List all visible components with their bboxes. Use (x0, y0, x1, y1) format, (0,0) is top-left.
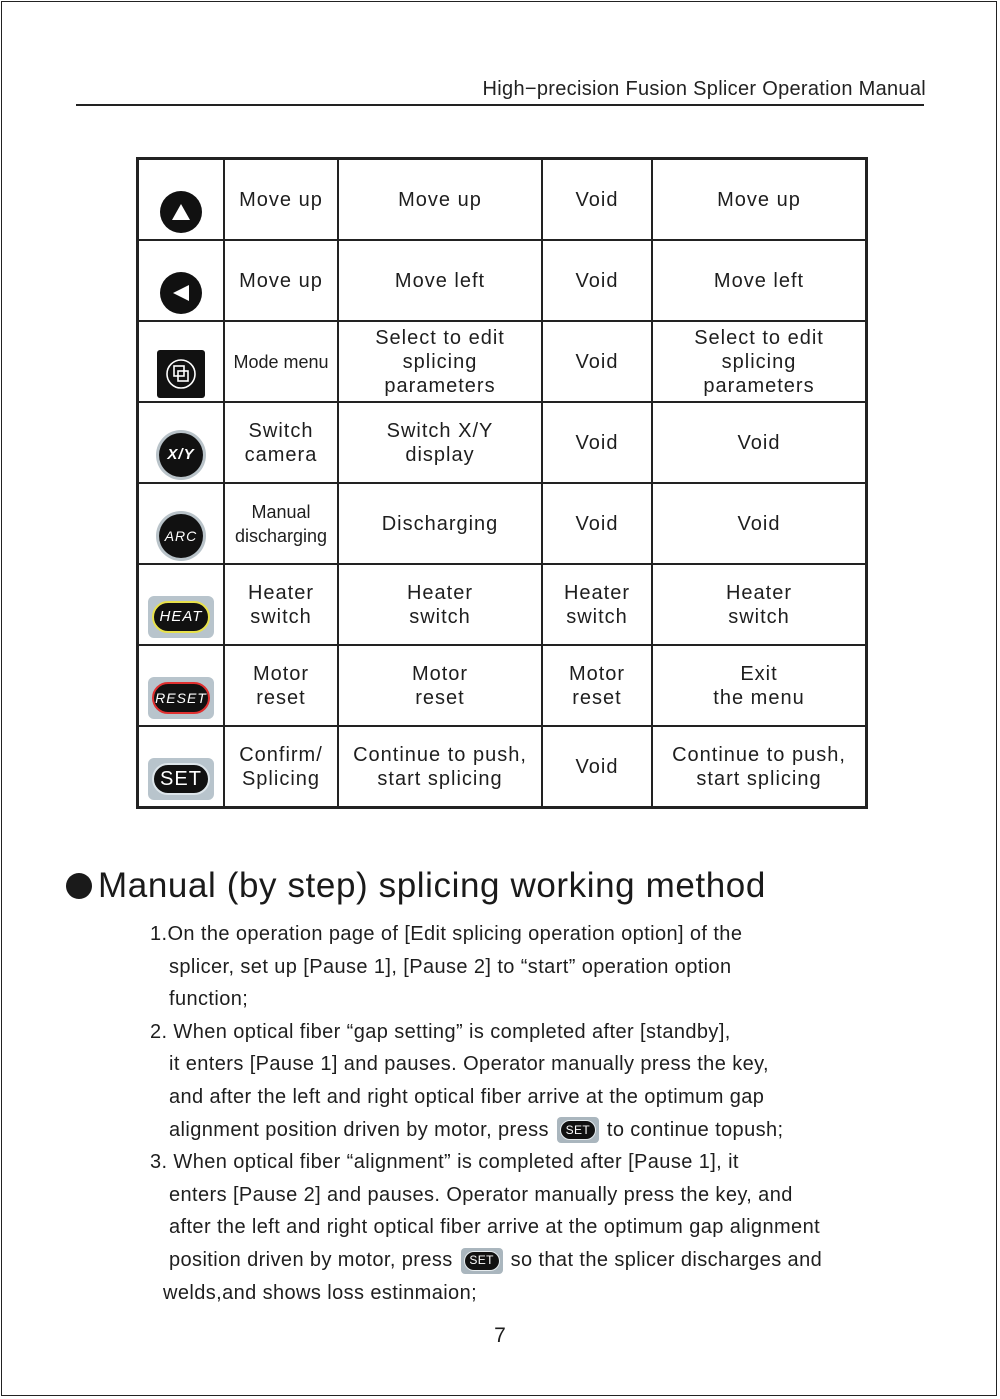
table-row (138, 645, 867, 726)
step-line: 3. When optical fiber “alignment” is completed after [Pause 1], it (150, 1151, 739, 1174)
step-line (150, 1249, 822, 1271)
icon-cell (138, 240, 225, 321)
step-1 (150, 918, 910, 1016)
left-arrow-icon (160, 272, 202, 314)
table-row (138, 321, 867, 402)
table-cell: Void (542, 240, 652, 321)
table-cell: Manual discharging (224, 483, 338, 564)
step-line: 1.On the operation page of [Edit splicing operation option] of the (150, 923, 743, 945)
table-cell: Move left (652, 240, 867, 321)
table-row (138, 564, 867, 645)
icon-cell (138, 645, 225, 726)
set-key-label: SET (464, 1251, 500, 1271)
table-row (138, 240, 867, 321)
table-cell: Switch camera (224, 402, 338, 483)
section-title-text: Manual (by step) splicing working method (98, 866, 766, 905)
xy-switch-icon-label: X/Y (167, 445, 195, 463)
reset-icon-label: RESET (152, 682, 210, 714)
header-rule (76, 104, 924, 106)
icon-cell (138, 564, 225, 645)
step-line: function; (169, 988, 249, 1011)
xy-switch-icon (159, 433, 203, 477)
table-cell: Heater switch (338, 564, 542, 645)
table-row (138, 726, 867, 808)
step-text: so that the splicer discharges and (510, 1248, 823, 1271)
table-cell: Void (542, 726, 652, 808)
step-line: splicer, set up [Pause 1], [Pause 2] to “start” operation option (169, 955, 732, 978)
icon-cell (138, 726, 225, 808)
table-cell: Confirm/ Splicing (224, 726, 338, 808)
icon-cell (138, 159, 225, 241)
table-cell: Discharging (338, 483, 542, 564)
step-line: and after the left and right optical fiber arrive at the optimum gap (169, 1085, 765, 1108)
table-cell: Void (652, 402, 867, 483)
table-row (138, 483, 867, 564)
set-key-icon (461, 1248, 503, 1274)
table-cell: Move up (338, 159, 542, 241)
table-cell: Motor reset (224, 645, 338, 726)
table-cell: Mode menu (224, 321, 338, 402)
steps-body (150, 918, 910, 1309)
heat-icon (148, 596, 214, 638)
table-cell: Continue to push, start splicing (652, 726, 867, 808)
step-text: to continue topush; (606, 1118, 784, 1141)
step-line: after the left and right optical fiber arrive at the optimum gap alignment (169, 1216, 821, 1239)
set-icon-label: SET (152, 763, 210, 795)
step-line (150, 1119, 783, 1141)
running-header: High−precision Fusion Splicer Operation Manual (482, 78, 926, 100)
step-line: 2. When optical fiber “gap setting” is completed after [standby], (150, 1020, 731, 1043)
step-3 (150, 1146, 910, 1309)
set-icon (148, 758, 214, 800)
table-cell: Void (542, 159, 652, 241)
bullet-icon (66, 873, 92, 899)
step-line: enters [Pause 2] and pauses. Operator manually press the key, and (169, 1183, 793, 1206)
mode-menu-icon (157, 350, 205, 398)
table-cell: Move up (224, 159, 338, 241)
step-2 (150, 1016, 910, 1146)
arc-icon-label: ARC (164, 527, 198, 544)
step-text: position driven by motor, press (169, 1248, 453, 1271)
table-cell: Select to edit splicing parameters (338, 321, 542, 402)
section-heading (66, 866, 766, 906)
table-cell: Move up (224, 240, 338, 321)
step-line: it enters [Pause 1] and pauses. Operator manually press the key, (169, 1053, 769, 1076)
table-cell: Void (652, 483, 867, 564)
table-cell: Move left (338, 240, 542, 321)
reset-icon (148, 677, 214, 719)
table-cell: Heater switch (224, 564, 338, 645)
step-line: welds,and shows loss estinmaion; (163, 1281, 478, 1304)
table-cell: Continue to push, start splicing (338, 726, 542, 808)
icon-cell (138, 483, 225, 564)
arc-icon (159, 514, 203, 558)
table-cell: Motor reset (542, 645, 652, 726)
table-cell: Void (542, 321, 652, 402)
table-cell: Heater switch (542, 564, 652, 645)
table-cell: Exit the menu (652, 645, 867, 726)
set-key-label: SET (560, 1120, 596, 1140)
table-row (138, 159, 867, 241)
icon-cell (138, 321, 225, 402)
table-cell: Heater switch (652, 564, 867, 645)
up-arrow-icon (160, 191, 202, 233)
key-function-table (136, 157, 868, 809)
set-key-icon (557, 1117, 599, 1143)
table-cell: Switch X/Y display (338, 402, 542, 483)
table-cell: Void (542, 402, 652, 483)
table-row (138, 402, 867, 483)
page-number: 7 (494, 1324, 506, 1347)
table-cell: Select to edit splicing parameters (652, 321, 867, 402)
icon-cell (138, 402, 225, 483)
table-cell: Move up (652, 159, 867, 241)
heat-icon-label: HEAT (152, 601, 210, 633)
step-text: alignment position driven by motor, press (169, 1118, 549, 1141)
table-cell: Motor reset (338, 645, 542, 726)
table-cell: Void (542, 483, 652, 564)
